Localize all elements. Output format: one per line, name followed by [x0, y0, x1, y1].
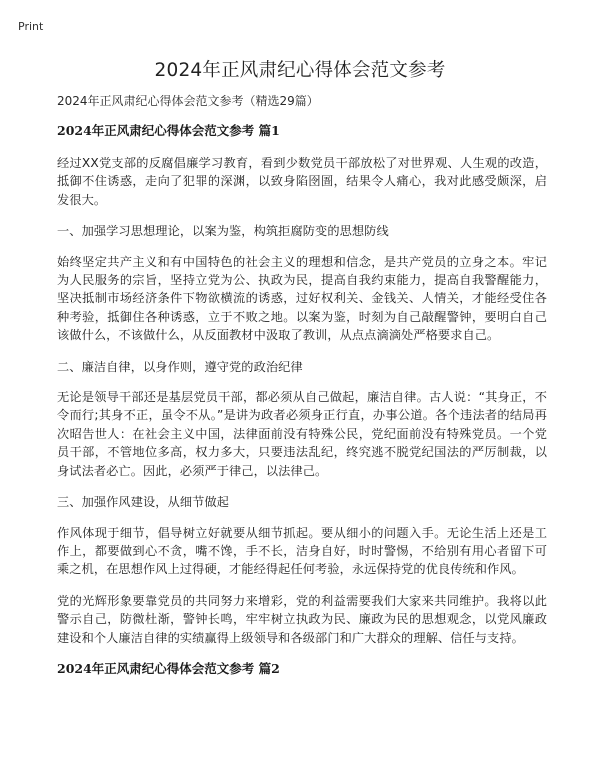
section-heading-2: 2024年正风肃纪心得体会范文参考 篇2	[57, 660, 280, 676]
section-heading-1: 2024年正风肃纪心得体会范文参考 篇1	[57, 123, 280, 138]
paragraph-conclusion: 党的光辉形象要靠党员的共同努力来增彩，党的利益需要我们大家来共同维护。我将以此警示自己，防微杜渐，警钟长鸣，牢牢树立执政为民、廉政为民的思想观念，以党风廉政建设和个人廉洁自律的实绩赢得上级领导和各级部门和广大群众的理解、信任与支持。	[57, 593, 547, 645]
document-body	[57, 92, 547, 692]
subheading-3: 三、加强作风建设，从细节做起	[57, 495, 230, 510]
subheading-2: 二、廉洁自律，以身作则，遵守党的政治纪律	[57, 359, 303, 374]
print-label[interactable]: Print	[18, 20, 44, 33]
paragraph-1: 始终坚定共产主义和有中国特色的社会主义的理想和信念，是共产党员的立身之本。牢记为人民服务的宗旨，坚持立党为公、执政为民，提高自我约束能力，提高自我警醒能力，坚决抵制市场经济条件下物欲横流的诱惑，过好权利关、金钱关、人情关，才能经受住各种考验，抵御住各种诱惑，立于不败之地。以案为鉴，时刻为自己敲醒警钟，要明白自己该做什么，不该做什么，从反面教材中汲取了教训，从点点滴滴处严格要求自己。	[57, 254, 547, 343]
paragraph-3: 作风体现于细节，倡导树立好就要从细节抓起。要从细小的问题入手。无论生活上还是工作上，都要做到心不贪，嘴不馋，手不长，洁身自好，时时警惕，不给别有用心者留下可乘之机，在思想作风上过得硬，才能经得起任何考验，永远保持党的优良传统和作风。	[57, 525, 547, 577]
page-title: 2024年正风肃纪心得体会范文参考	[154, 60, 446, 81]
paragraph-2: 无论是领导干部还是基层党员干部，都必须从自己做起，廉洁自律。古人说：“其身正，不令而行;其身不正，虽令不从。”是讲为政者必须身正行直，办事公道。各个违法者的结局再次昭告世人：在社会主义中国，法律面前没有特殊公民，党纪面前没有特殊党员。一个党员干部，不管地位多高，权力多大，只要违法乱纪，终究逃不脱党纪国法的严厉制裁，以身试法者必亡。因此，必须严于律己，以法律己。	[57, 390, 547, 478]
subheading-1: 一、加强学习思想理论，以案为鉴，构筑拒腐防变的思想防线	[57, 224, 389, 239]
document-subtitle: 2024年正风肃纪心得体会范文参考（精选29篇）	[57, 94, 319, 108]
paragraph-intro: 经过XX党支部的反腐倡廉学习教育，看到少数党员干部放松了对世界观、人生观的改造，抵御不住诱惑，走向了犯罪的深渊，以致身陷囹圄，结果令人痛心，我对此感受颇深，启发很大。	[57, 156, 547, 207]
